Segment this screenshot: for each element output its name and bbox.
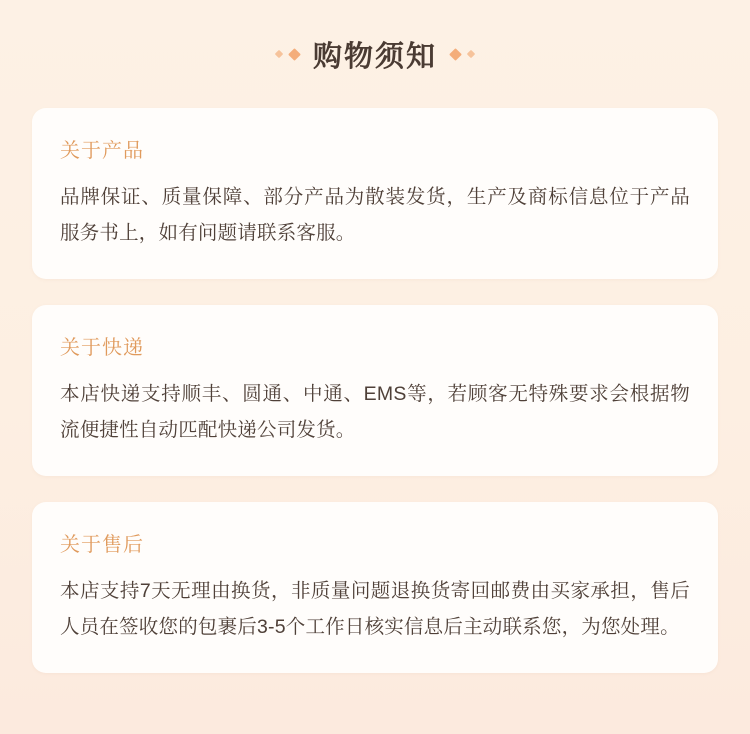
page-title: 购物须知 <box>312 40 437 73</box>
card-title: 关于快递 <box>60 337 144 359</box>
notice-card-list <box>32 108 718 673</box>
diamond-ornament-right-icon <box>451 50 474 59</box>
notice-card-product <box>32 108 718 279</box>
diamond-ornament-left-icon <box>276 50 299 59</box>
diamond-small-icon <box>467 50 475 58</box>
card-body: 品牌保证、质量保障、部分产品为散装发货，生产及商标信息位于产品服务书上，如有问题请联系客服。 <box>60 186 690 244</box>
notice-card-after-sales <box>32 502 718 673</box>
page-header <box>32 0 718 108</box>
diamond-icon <box>288 48 301 61</box>
card-body: 本店支持7天无理由换货，非质量问题退换货寄回邮费由买家承担，售后人员在签收您的包裹后3-5个工作日核实信息后主动联系您，为您处理。 <box>60 580 690 638</box>
diamond-icon <box>449 48 462 61</box>
card-body: 本店快递支持顺丰、圆通、中通、EMS等，若顾客无特殊要求会根据物流便捷性自动匹配快递公司发货。 <box>60 383 690 441</box>
notice-card-shipping <box>32 305 718 476</box>
diamond-small-icon <box>275 50 283 58</box>
card-title: 关于售后 <box>60 534 144 556</box>
card-title: 关于产品 <box>60 140 144 162</box>
